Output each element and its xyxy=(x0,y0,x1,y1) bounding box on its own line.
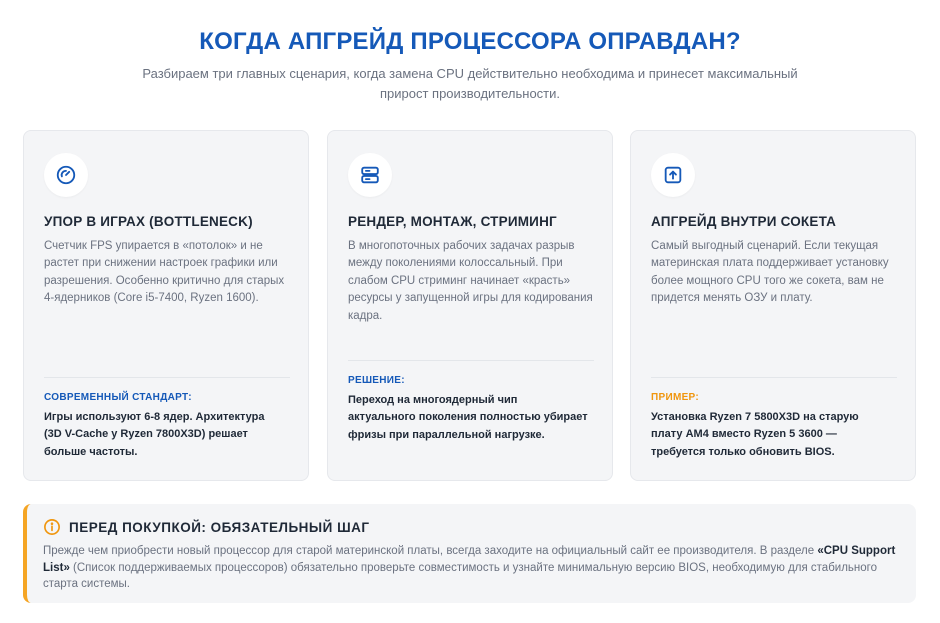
card-title: РЕНДЕР, МОНТАЖ, СТРИМИНГ xyxy=(348,214,557,229)
notice-text-highlight: «CPU Support List» xyxy=(43,545,896,574)
card-title: АПГРЕЙД ВНУТРИ СОКЕТА xyxy=(651,214,837,229)
server-icon xyxy=(359,164,381,186)
card-label: ПРИМЕР: xyxy=(651,392,700,403)
card-note: Переход на многоядерный чип актуального поколения полностью убирает фризы при параллельной нагрузке. xyxy=(348,394,588,441)
page-title: КОГДА АПГРЕЙД ПРОЦЕССОРА ОПРАВДАН? xyxy=(199,28,741,55)
icon-badge xyxy=(651,153,695,197)
card-label: РЕШЕНИЕ: xyxy=(348,375,405,386)
notice-text-start: Прежде чем приобрести новый процессор для старой материнской платы, всегда заходите на официальный сайт ее производителя. В разделе xyxy=(43,545,818,557)
scenario-card-render xyxy=(327,130,613,481)
card-divider xyxy=(348,360,594,361)
card-divider xyxy=(44,377,290,378)
card-note: Установка Ryzen 7 5800X3D на старую плату AM4 вместо Ryzen 5 3600 — требуется только обновить BIOS. xyxy=(651,411,859,458)
card-label: СОВРЕМЕННЫЙ СТАНДАРТ: xyxy=(44,392,192,403)
notice-title: ПЕРЕД ПОКУПКОЙ: ОБЯЗАТЕЛЬНЫЙ ШАГ xyxy=(69,519,370,535)
page-subtitle: Разбираем три главных сценария, когда замена CPU действительно необходима и принесет максимальный прирост производительности. xyxy=(142,66,798,101)
card-divider xyxy=(651,377,897,378)
notice-text-end: (Список поддерживаемых процессоров) обязательно проверьте совместимость и узнайте минимальную версию BIOS, необходимую для стабильного старта системы. xyxy=(43,561,877,590)
card-description: Счетчик FPS упирается в «потолок» и не растет при снижении настроек графики или разрешения. Особенно критично для старых 4-ядерников (Core i5-7400, Ryzen 1600). xyxy=(44,240,285,305)
card-title: УПОР В ИГРАХ (BOTTLENECK) xyxy=(44,214,253,229)
icon-badge xyxy=(348,153,392,197)
info-circle-icon xyxy=(43,518,61,536)
notice-text xyxy=(43,543,903,593)
notice-header xyxy=(43,518,370,536)
scenario-card-gaming xyxy=(23,130,309,481)
icon-badge xyxy=(44,153,88,197)
scenario-card-socket xyxy=(630,130,916,481)
upload-box-icon xyxy=(662,164,684,186)
card-description: Самый выгодный сценарий. Если текущая материнская плата поддерживает установку более мощного CPU того же сокета, вам не придется менять ОЗУ и плату. xyxy=(651,240,889,305)
card-description: В многопоточных рабочих задачах разрыв между поколениями колоссальный. При слабом CPU стриминг начинает «красть» ресурсы у запущенной игры для кодирования кадра. xyxy=(348,240,593,322)
gauge-icon xyxy=(55,164,77,186)
card-note: Игры используют 6-8 ядер. Архитектура (3D V-Cache у Ryzen 7800X3D) решает больше частоты. xyxy=(44,411,265,458)
warning-notice xyxy=(23,504,916,603)
